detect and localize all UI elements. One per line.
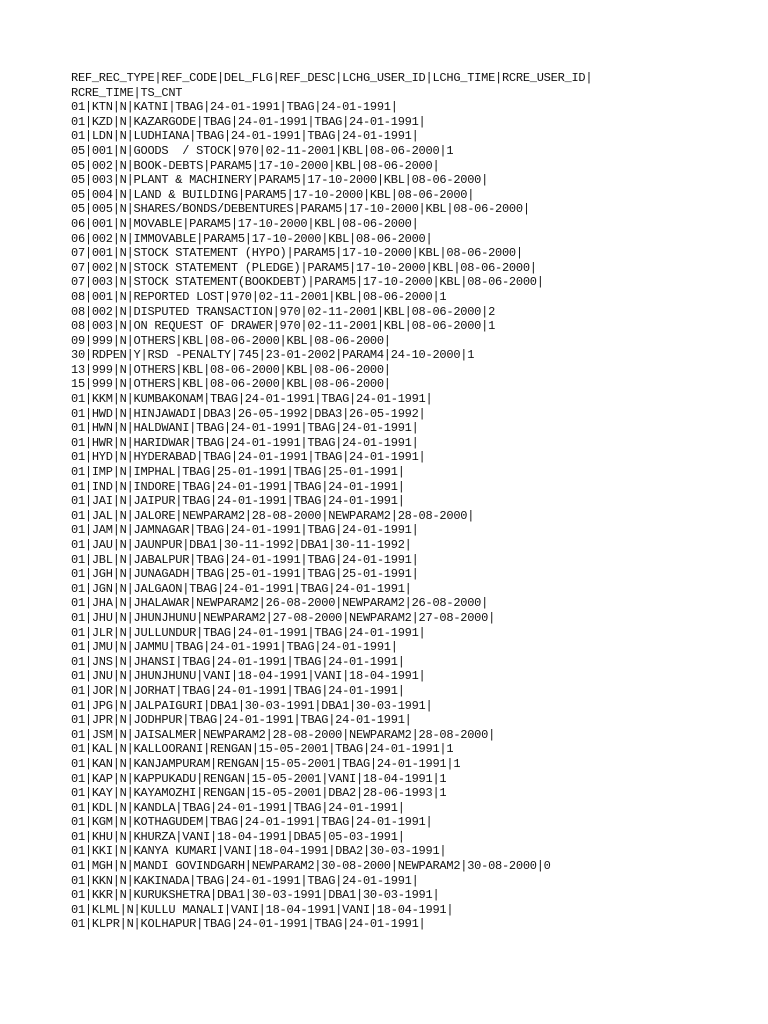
text-line: 05|005|N|SHARES/BONDS/DEBENTURES|PARAM5|17-10-2000|KBL|08-06-2000| (71, 202, 530, 217)
text-line: 01|JSM|N|JAISALMER|NEWPARAM2|28-08-2000|NEWPARAM2|28-08-2000| (71, 727, 496, 742)
text-line: 30|RDPEN|Y|RSD -PENALTY|745|23-01-2002|PARAM4|24-10-2000|1 (71, 348, 475, 363)
text-line: REF_REC_TYPE|REF_CODE|DEL_FLG|REF_DESC|LCHG_USER_ID|LCHG_TIME|RCRE_USER_ID| (71, 71, 593, 85)
text-line: 01|KKI|N|KANYA KUMARI|VANI|18-04-1991|DBA2|30-03-1991| (71, 844, 447, 859)
text-line: 01|KAY|N|KAYAMOZHI|RENGAN|15-05-2001|DBA2|28-06-1993|1 (71, 786, 447, 801)
text-line: 01|JGH|N|JUNAGADH|TBAG|25-01-1991|TBAG|25-01-1991| (71, 567, 419, 582)
text-line: 01|JGN|N|JALGAON|TBAG|24-01-1991|TBAG|24-01-1991| (71, 581, 412, 596)
text-line: 01|HWN|N|HALDWANI|TBAG|24-01-1991|TBAG|24-01-1991| (71, 421, 419, 436)
text-line: 01|JAU|N|JAUNPUR|DBA1|30-11-1992|DBA1|30-11-1992| (71, 538, 412, 552)
text-line: 01|JNU|N|JHUNJHUNU|VANI|18-04-1991|VANI|18-04-1991| (71, 669, 426, 684)
text-line: 05|003|N|PLANT & MACHINERY|PARAM5|17-10-2000|KBL|08-06-2000| (71, 173, 489, 188)
text-line: 01|JOR|N|JORHAT|TBAG|24-01-1991|TBAG|24-01-1991| (71, 683, 405, 698)
text-line: 01|KAN|N|KANJAMPURAM|RENGAN|15-05-2001|TBAG|24-01-1991|1 (71, 756, 461, 771)
text-line: 01|JAI|N|JAIPUR|TBAG|24-01-1991|TBAG|24-01-1991| (71, 494, 405, 509)
text-line: 08|002|N|DISPUTED TRANSACTION|970|02-11-2001|KBL|08-06-2000|2 (71, 304, 496, 319)
text-line: 01|JHU|N|JHUNJHUNU|NEWPARAM2|27-08-2000|NEWPARAM2|27-08-2000| (71, 610, 496, 625)
text-line: 01|JPR|N|JODHPUR|TBAG|24-01-1991|TBAG|24-01-1991| (71, 713, 412, 728)
text-line: 01|KLPR|N|KOLHAPUR|TBAG|24-01-1991|TBAG|24-01-1991| (71, 917, 426, 932)
text-line: 08|001|N|REPORTED LOST|970|02-11-2001|KBL|08-06-2000|1 (71, 289, 447, 304)
text-line: 01|KZD|N|KAZARGODE|TBAG|24-01-1991|TBAG|24-01-1991| (71, 114, 426, 129)
text-line: 13|999|N|OTHERS|KBL|08-06-2000|KBL|08-06-2000| (71, 362, 391, 377)
text-line: 06|001|N|MOVABLE|PARAM5|17-10-2000|KBL|08-06-2000| (71, 216, 419, 231)
text-line: 01|KKM|N|KUMBAKONAM|TBAG|24-01-1991|TBAG|24-01-1991| (71, 392, 433, 407)
text-line: 01|JHA|N|JHALAWAR|NEWPARAM2|26-08-2000|NEWPARAM2|26-08-2000| (71, 596, 489, 611)
text-line: 07|001|N|STOCK STATEMENT (HYPO)|PARAM5|17-10-2000|KBL|08-06-2000| (71, 246, 523, 261)
text-line: 07|003|N|STOCK STATEMENT(BOOKDEBT)|PARAM5|17-10-2000|KBL|08-06-2000| (71, 275, 544, 290)
text-line: 01|KHU|N|KHURZA|VANI|18-04-1991|DBA5|05-03-1991| (71, 829, 405, 844)
text-line: 01|KAL|N|KALLOORANI|RENGAN|15-05-2001|TBAG|24-01-1991|1 (71, 742, 454, 757)
text-line: 15|999|N|OTHERS|KBL|08-06-2000|KBL|08-06-2000| (71, 377, 391, 392)
text-line: 01|JMU|N|JAMMU|TBAG|24-01-1991|TBAG|24-01-1991| (71, 640, 398, 655)
text-line: RCRE_TIME|TS_CNT (71, 85, 183, 100)
text-line: 09|999|N|OTHERS|KBL|08-06-2000|KBL|08-06-2000| (71, 333, 391, 348)
text-line: 01|HWR|N|HARIDWAR|TBAG|24-01-1991|TBAG|24-01-1991| (71, 435, 419, 450)
text-line: 01|LDN|N|LUDHIANA|TBAG|24-01-1991|TBAG|24-01-1991| (71, 129, 419, 144)
text-line: 01|JNS|N|JHANSI|TBAG|24-01-1991|TBAG|24-01-1991| (71, 654, 405, 669)
text-line: 05|001|N|GOODS / STOCK|970|02-11-2001|KBL|08-06-2000|1 (71, 143, 454, 158)
text-line: 06|002|N|IMMOVABLE|PARAM5|17-10-2000|KBL|08-06-2000| (71, 231, 433, 246)
text-line: 07|002|N|STOCK STATEMENT (PLEDGE)|PARAM5|17-10-2000|KBL|08-06-2000| (71, 260, 537, 275)
text-line: 01|MGH|N|MANDI GOVINDGARH|NEWPARAM2|30-08-2000|NEWPARAM2|30-08-2000|0 (71, 859, 551, 874)
text-line: 01|HYD|N|HYDERABAD|TBAG|24-01-1991|TBAG|24-01-1991| (71, 450, 426, 465)
text-line: 01|JBL|N|JABALPUR|TBAG|24-01-1991|TBAG|24-01-1991| (71, 552, 419, 567)
text-line: 01|KGM|N|KOTHAGUDEM|TBAG|24-01-1991|TBAG|24-01-1991| (71, 815, 433, 830)
text-line: 01|JLR|N|JULLUNDUR|TBAG|24-01-1991|TBAG|24-01-1991| (71, 625, 426, 640)
text-line: 01|KDL|N|KANDLA|TBAG|24-01-1991|TBAG|24-01-1991| (71, 800, 405, 815)
text-line: 01|IND|N|INDORE|TBAG|24-01-1991|TBAG|24-01-1991| (71, 479, 405, 494)
text-line: 01|JAL|N|JALORE|NEWPARAM2|28-08-2000|NEWPARAM2|28-08-2000| (71, 508, 475, 523)
text-line: 05|002|N|BOOK-DEBTS|PARAM5|17-10-2000|KBL|08-06-2000| (71, 158, 440, 173)
text-line: 05|004|N|LAND & BUILDING|PARAM5|17-10-2000|KBL|08-06-2000| (71, 187, 475, 202)
text-line: 01|KAP|N|KAPPUKADU|RENGAN|15-05-2001|VANI|18-04-1991|1 (71, 771, 447, 786)
text-line: 01|HWD|N|HINJAWADI|DBA3|26-05-1992|DBA3|26-05-1992| (71, 406, 426, 421)
document-page (71, 71, 751, 932)
text-line: 01|KKN|N|KAKINADA|TBAG|24-01-1991|TBAG|24-01-1991| (71, 873, 419, 888)
text-line: 08|003|N|ON REQUEST OF DRAWER|970|02-11-2001|KBL|08-06-2000|1 (71, 319, 496, 334)
text-line: 01|KKR|N|KURUKSHETRA|DBA1|30-03-1991|DBA1|30-03-1991| (71, 888, 440, 903)
text-line: 01|JPG|N|JALPAIGURI|DBA1|30-03-1991|DBA1|30-03-1991| (71, 698, 433, 713)
text-line: 01|KTN|N|KATNI|TBAG|24-01-1991|TBAG|24-01-1991| (71, 100, 398, 115)
text-line: 01|JAM|N|JAMNAGAR|TBAG|24-01-1991|TBAG|24-01-1991| (71, 523, 419, 538)
text-line: 01|IMP|N|IMPHAL|TBAG|25-01-1991|TBAG|25-01-1991| (71, 465, 405, 480)
text-line: 01|KLML|N|KULLU MANALI|VANI|18-04-1991|VANI|18-04-1991| (71, 902, 454, 917)
